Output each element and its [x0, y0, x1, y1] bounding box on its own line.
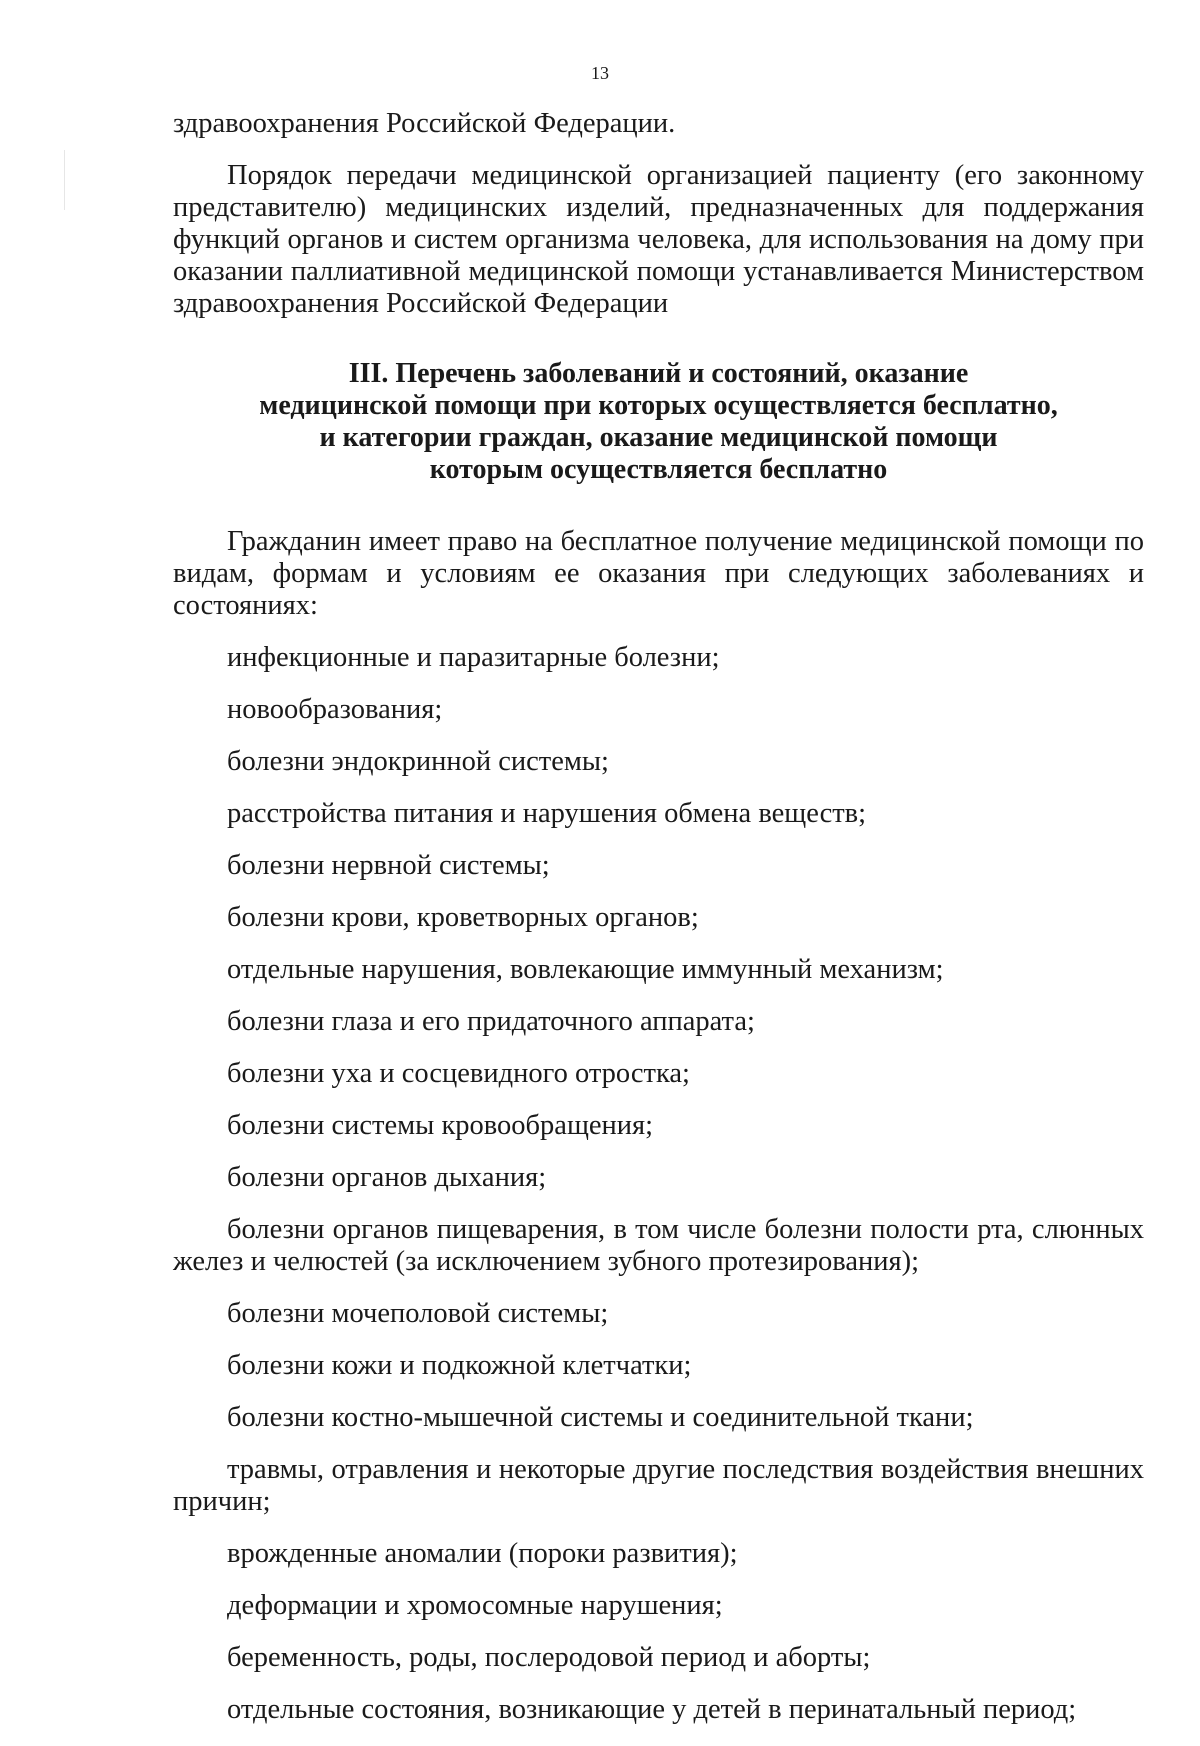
continuation-paragraph: здравоохранения Российской Федерации.	[173, 108, 676, 139]
condition-item: болезни системы кровообращения;	[227, 1110, 654, 1141]
conditions-list	[173, 642, 1144, 1726]
section-heading-line: III. Перечень заболеваний и состояний, оказание	[348, 358, 969, 389]
condition-item: болезни уха и сосцевидного отростка;	[227, 1058, 690, 1089]
section-heading	[173, 358, 1144, 486]
section-heading-line: и категории граждан, оказание медицинской помощи	[319, 422, 998, 453]
condition-item: болезни крови, кроветворных органов;	[227, 902, 699, 933]
scan-margin-mark	[64, 150, 65, 210]
condition-item: болезни глаза и его придаточного аппарата;	[227, 1006, 755, 1037]
condition-item: отдельные нарушения, вовлекающие иммунный механизм;	[227, 954, 944, 985]
condition-item: болезни костно-мышечной системы и соединительной ткани;	[227, 1402, 974, 1433]
condition-item: болезни мочеполовой системы;	[227, 1298, 609, 1329]
section-heading-line: которым осуществляется бесплатно	[429, 454, 888, 485]
condition-item: беременность, роды, послеродовой период и аборты;	[227, 1642, 871, 1673]
condition-item: болезни нервной системы;	[227, 850, 550, 881]
intro-paragraph: Гражданин имеет право на бесплатное получение медицинской помощи по видам, формам и условиям ее оказания при следующих заболеваниях и состояниях:	[173, 526, 1144, 621]
condition-item: болезни кожи и подкожной клетчатки;	[227, 1350, 692, 1381]
page-number: 13	[591, 63, 609, 83]
condition-item: инфекционные и паразитарные болезни;	[227, 642, 720, 673]
condition-item: болезни органов дыхания;	[227, 1162, 547, 1193]
procedure-paragraph: Порядок передачи медицинской организацией пациенту (его законному представителю) медицинских изделий, предназначенных для поддержания функций органов и систем организма человека, для использования на дому при оказании паллиативной медицинской помощи устанавливается Министерством здравоохранения Российской Федерации	[173, 160, 1144, 319]
condition-item: травмы, отравления и некоторые другие последствия воздействия внешних причин;	[173, 1454, 1144, 1517]
condition-item: врожденные аномалии (пороки развития);	[227, 1538, 738, 1569]
condition-item: болезни эндокринной системы;	[227, 746, 609, 777]
condition-item: отдельные состояния, возникающие у детей в перинатальный период;	[227, 1694, 1077, 1725]
section-heading-line: медицинской помощи при которых осуществляется бесплатно,	[259, 390, 1058, 421]
condition-item: болезни органов пищеварения, в том числе болезни полости рта, слюнных желез и челюстей (за исключением зубного протезирования);	[173, 1214, 1144, 1277]
condition-item: новообразования;	[227, 694, 443, 725]
condition-item: деформации и хромосомные нарушения;	[227, 1590, 723, 1621]
document-body	[173, 108, 1144, 1746]
condition-item: расстройства питания и нарушения обмена веществ;	[227, 798, 867, 829]
